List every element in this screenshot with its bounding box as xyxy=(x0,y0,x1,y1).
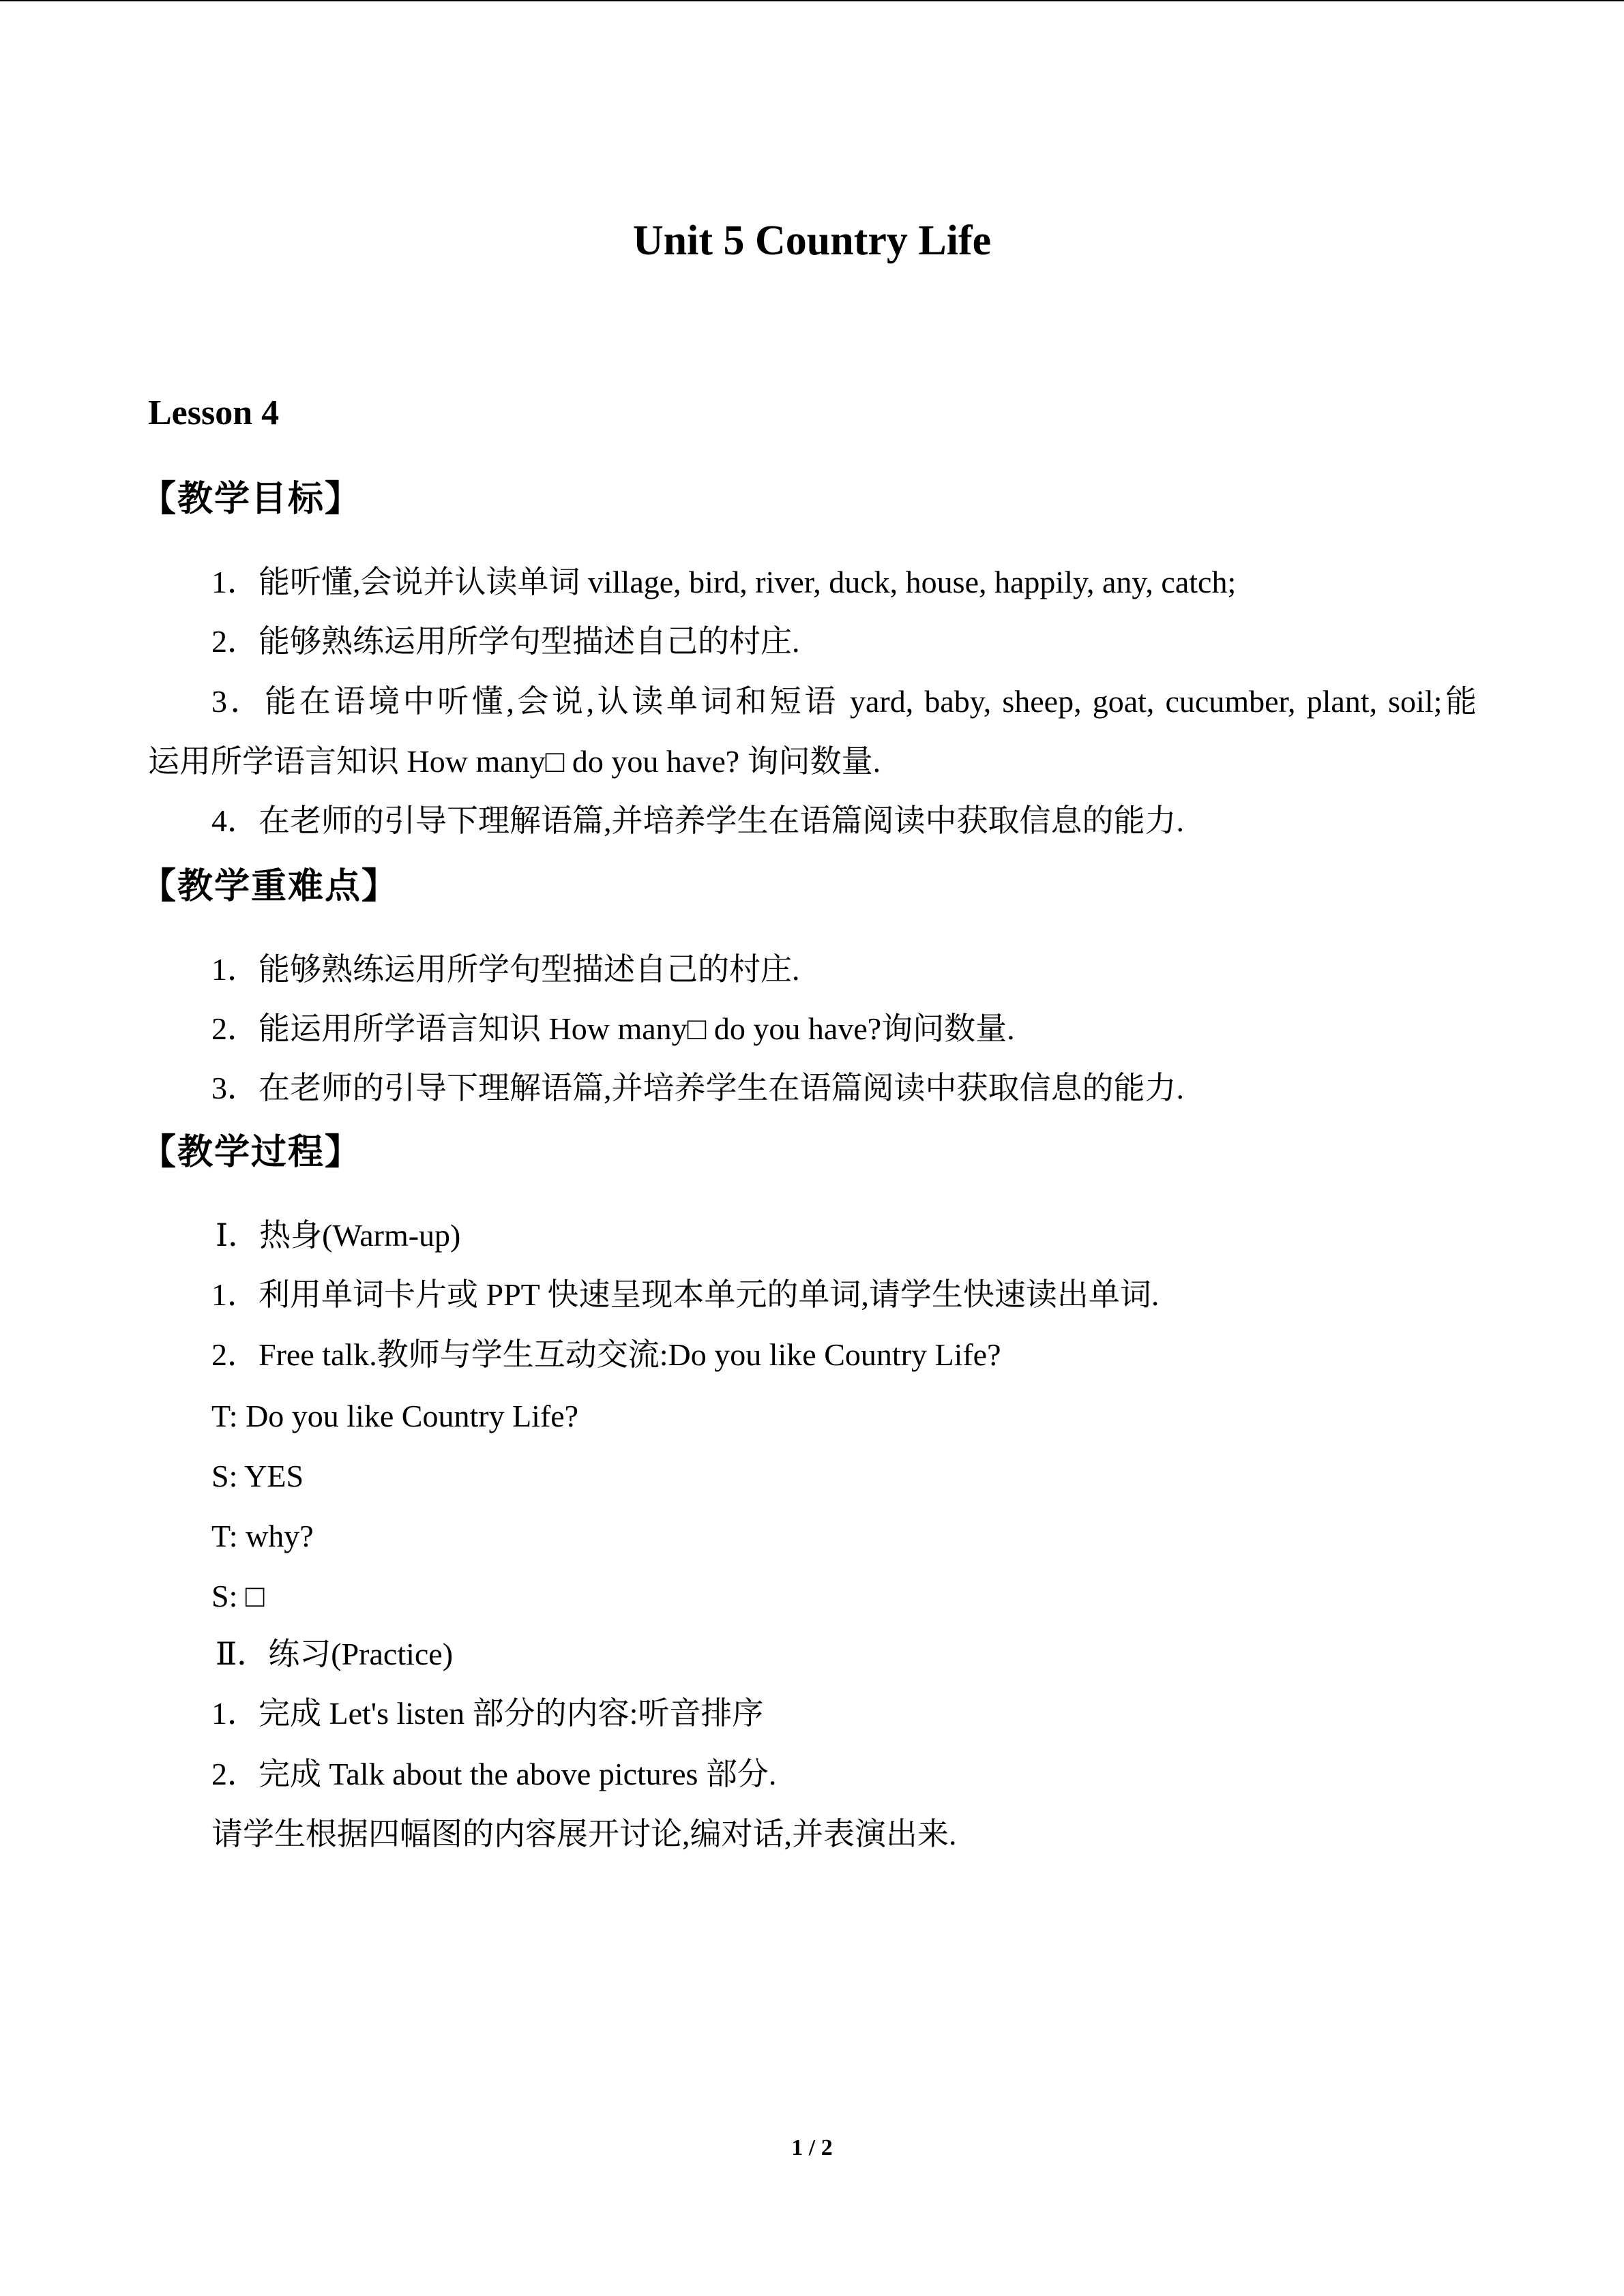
dialogue-line: T: Do you like Country Life? xyxy=(211,1399,579,1433)
process-step-heading: Ⅱ．练习(Practice) xyxy=(216,1637,454,1671)
objectives-heading: 【教学目标】 xyxy=(141,479,362,520)
objective-item: 4．在老师的引导下理解语篇,并培养学生在语篇阅读中获取信息的能力. xyxy=(211,803,1184,838)
objective-item: 3．能在语境中听懂,会说,认读单词和短语 yard, baby, sheep, goat, cucumber, plant, soil;能 xyxy=(211,684,1477,719)
objective-item-continued: 运用所学语言知识 How many□ do you have? 询问数量. xyxy=(148,744,881,779)
dialogue-line: S: □ xyxy=(211,1579,265,1613)
process-note: 请学生根据四幅图的内容展开讨论,编对话,并表演出来. xyxy=(211,1817,957,1851)
document-title: Unit 5 Country Life xyxy=(632,218,992,264)
lesson-heading: Lesson 4 xyxy=(148,393,280,432)
dialogue-line: T: why? xyxy=(211,1519,314,1553)
key-point-item: 2．能运用所学语言知识 How many□ do you have?询问数量. xyxy=(211,1011,1015,1046)
page-number: 1 / 2 xyxy=(791,2135,833,2160)
key-point-item: 3．在老师的引导下理解语篇,并培养学生在语篇阅读中获取信息的能力. xyxy=(211,1071,1184,1105)
key-points-heading: 【教学重难点】 xyxy=(141,866,399,907)
process-item: 1．利用单词卡片或 PPT 快速呈现本单元的单词,请学生快速读出单词. xyxy=(211,1277,1160,1312)
process-step-heading: Ⅰ．热身(Warm-up) xyxy=(216,1218,461,1253)
key-point-item: 1．能够熟练运用所学句型描述自己的村庄. xyxy=(211,952,800,987)
process-item: 2．Free talk.教师与学生互动交流:Do you like Country Life? xyxy=(211,1337,1001,1372)
process-item: 2．完成 Talk about the above pictures 部分. xyxy=(211,1757,777,1791)
objective-item: 1．能听懂,会说并认读单词 village, bird, river, duck, house, happily, any, catch; xyxy=(211,565,1237,599)
process-heading: 【教学过程】 xyxy=(141,1132,362,1173)
objective-item: 2．能够熟练运用所学句型描述自己的村庄. xyxy=(211,624,800,659)
top-border-line xyxy=(0,0,1624,1)
dialogue-line: S: YES xyxy=(211,1459,304,1493)
process-item: 1．完成 Let's listen 部分的内容:听音排序 xyxy=(211,1696,764,1731)
